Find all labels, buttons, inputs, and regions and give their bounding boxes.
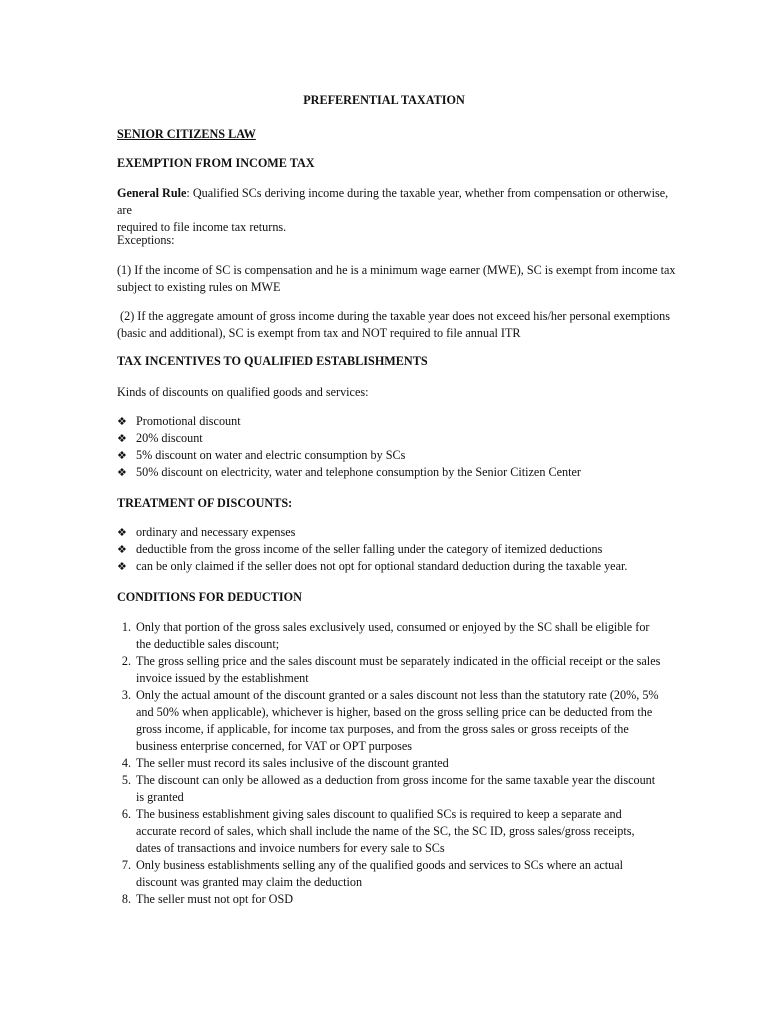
list-item-line: discount was granted may claim the deduction (136, 875, 363, 889)
list-item-line: The discount can only be allowed as a deduction from gross income for the same taxable year the discount (136, 773, 656, 787)
list-item-number: 6. (121, 807, 131, 821)
list-item (117, 558, 677, 575)
discounts-intro: Kinds of discounts on qualified goods and services: (117, 385, 369, 399)
list-item-line: is granted (136, 790, 184, 804)
treatment-list (117, 524, 677, 575)
exceptions-label: Exceptions: (117, 233, 175, 247)
general-rule-line-1 (117, 185, 677, 219)
list-item (117, 413, 677, 430)
exception-2-line-1: (2) If the aggregate amount of gross income during the taxable year does not exceed his/her personal exemptions (117, 309, 670, 323)
discounts-list (117, 413, 677, 481)
conditions-list (117, 619, 677, 908)
list-item-line: and 50% when applicable), whichever is higher, based on the gross selling price can be deducted from the (136, 705, 653, 719)
list-item-text: 50% discount on electricity, water and telephone consumption by the Senior Citizen Center (136, 465, 581, 479)
list-item (117, 541, 677, 558)
list-item-line: dates of transactions and invoice numbers for every sale to SCs (136, 841, 445, 855)
list-item-line: accurate record of sales, which shall include the name of the SC, the SC ID, gross sales/gross receipts, (136, 824, 635, 838)
list-item (117, 430, 677, 447)
list-item-line: Only business establishments selling any of the qualified goods and services to SCs where an actual (136, 858, 624, 872)
list-item-number: 2. (121, 654, 131, 668)
list-item-line: Only the actual amount of the discount granted or a sales discount not less than the statutory rate (20%, 5% (136, 688, 659, 702)
list-item (117, 619, 677, 653)
list-item-number: 5. (121, 773, 131, 787)
list-item-line: business enterprise concerned, for VAT or OPT purposes (136, 739, 412, 753)
exception-1-line-1: (1) If the income of SC is compensation and he is a minimum wage earner (MWE), SC is exempt from income tax (117, 263, 676, 277)
general-rule-paragraph (117, 185, 677, 236)
list-item-line: gross income, if applicable, for income tax purposes, and from the gross sales or gross receipts of the (136, 722, 629, 736)
diamond-bullet-icon: ❖ (117, 432, 127, 445)
heading-senior-citizens-law: SENIOR CITIZENS LAW (117, 127, 256, 141)
list-item-number: 7. (121, 858, 131, 872)
diamond-bullet-icon: ❖ (117, 415, 127, 428)
diamond-bullet-icon: ❖ (117, 449, 127, 462)
list-item-line: The seller must record its sales inclusive of the discount granted (136, 756, 449, 770)
list-item-number: 1. (121, 620, 131, 634)
heading-exemption-from-income-tax: EXEMPTION FROM INCOME TAX (117, 156, 315, 170)
heading-conditions-for-deduction: CONDITIONS FOR DEDUCTION (117, 590, 302, 604)
list-item-text: Promotional discount (136, 414, 241, 428)
general-rule-text: : Qualified SCs deriving income during the taxable year, whether from compensation or otherwise, are (117, 186, 669, 217)
list-item-number: 3. (121, 688, 131, 702)
list-item (117, 755, 677, 772)
list-item (117, 687, 677, 755)
list-item-number: 4. (121, 756, 131, 770)
list-item (117, 891, 677, 908)
exception-1-paragraph (117, 262, 677, 296)
list-item-line: The seller must not opt for OSD (136, 892, 294, 906)
list-item-text: ordinary and necessary expenses (136, 525, 296, 539)
exception-2-line-2: (basic and additional), SC is exempt from tax and NOT required to file annual ITR (117, 326, 521, 340)
heading-treatment-of-discounts: TREATMENT OF DISCOUNTS: (117, 496, 293, 510)
list-item-line: The gross selling price and the sales discount must be separately indicated in the official receipt or the sales (136, 654, 661, 668)
general-rule-line-2: required to file income tax returns. (117, 220, 287, 234)
diamond-bullet-icon: ❖ (117, 560, 127, 573)
list-item-text: deductible from the gross income of the seller falling under the category of itemized deductions (136, 542, 603, 556)
list-item (117, 857, 677, 891)
list-item (117, 524, 677, 541)
list-item-text: 20% discount (136, 431, 203, 445)
list-item-line: Only that portion of the gross sales exclusively used, consumed or enjoyed by the SC shall be eligible for (136, 620, 650, 634)
list-item (117, 806, 677, 857)
list-item-line: the deductible sales discount; (136, 637, 280, 651)
exception-1-line-2: subject to existing rules on MWE (117, 280, 281, 294)
list-item (117, 772, 677, 806)
diamond-bullet-icon: ❖ (117, 543, 127, 556)
list-item-text: 5% discount on water and electric consumption by SCs (136, 448, 406, 462)
list-item (117, 464, 677, 481)
page-title: PREFERENTIAL TAXATION (303, 93, 465, 107)
list-item-line: invoice issued by the establishment (136, 671, 309, 685)
list-item-number: 8. (121, 892, 131, 906)
heading-tax-incentives: TAX INCENTIVES TO QUALIFIED ESTABLISHMENTS (117, 354, 428, 368)
diamond-bullet-icon: ❖ (117, 466, 127, 479)
exception-2-paragraph (117, 308, 677, 342)
diamond-bullet-icon: ❖ (117, 526, 127, 539)
list-item (117, 447, 677, 464)
list-item-text: can be only claimed if the seller does not opt for optional standard deduction during the taxable year. (136, 559, 628, 573)
list-item (117, 653, 677, 687)
list-item-line: The business establishment giving sales discount to qualified SCs is required to keep a separate and (136, 807, 622, 821)
general-rule-label: General Rule (117, 186, 187, 200)
